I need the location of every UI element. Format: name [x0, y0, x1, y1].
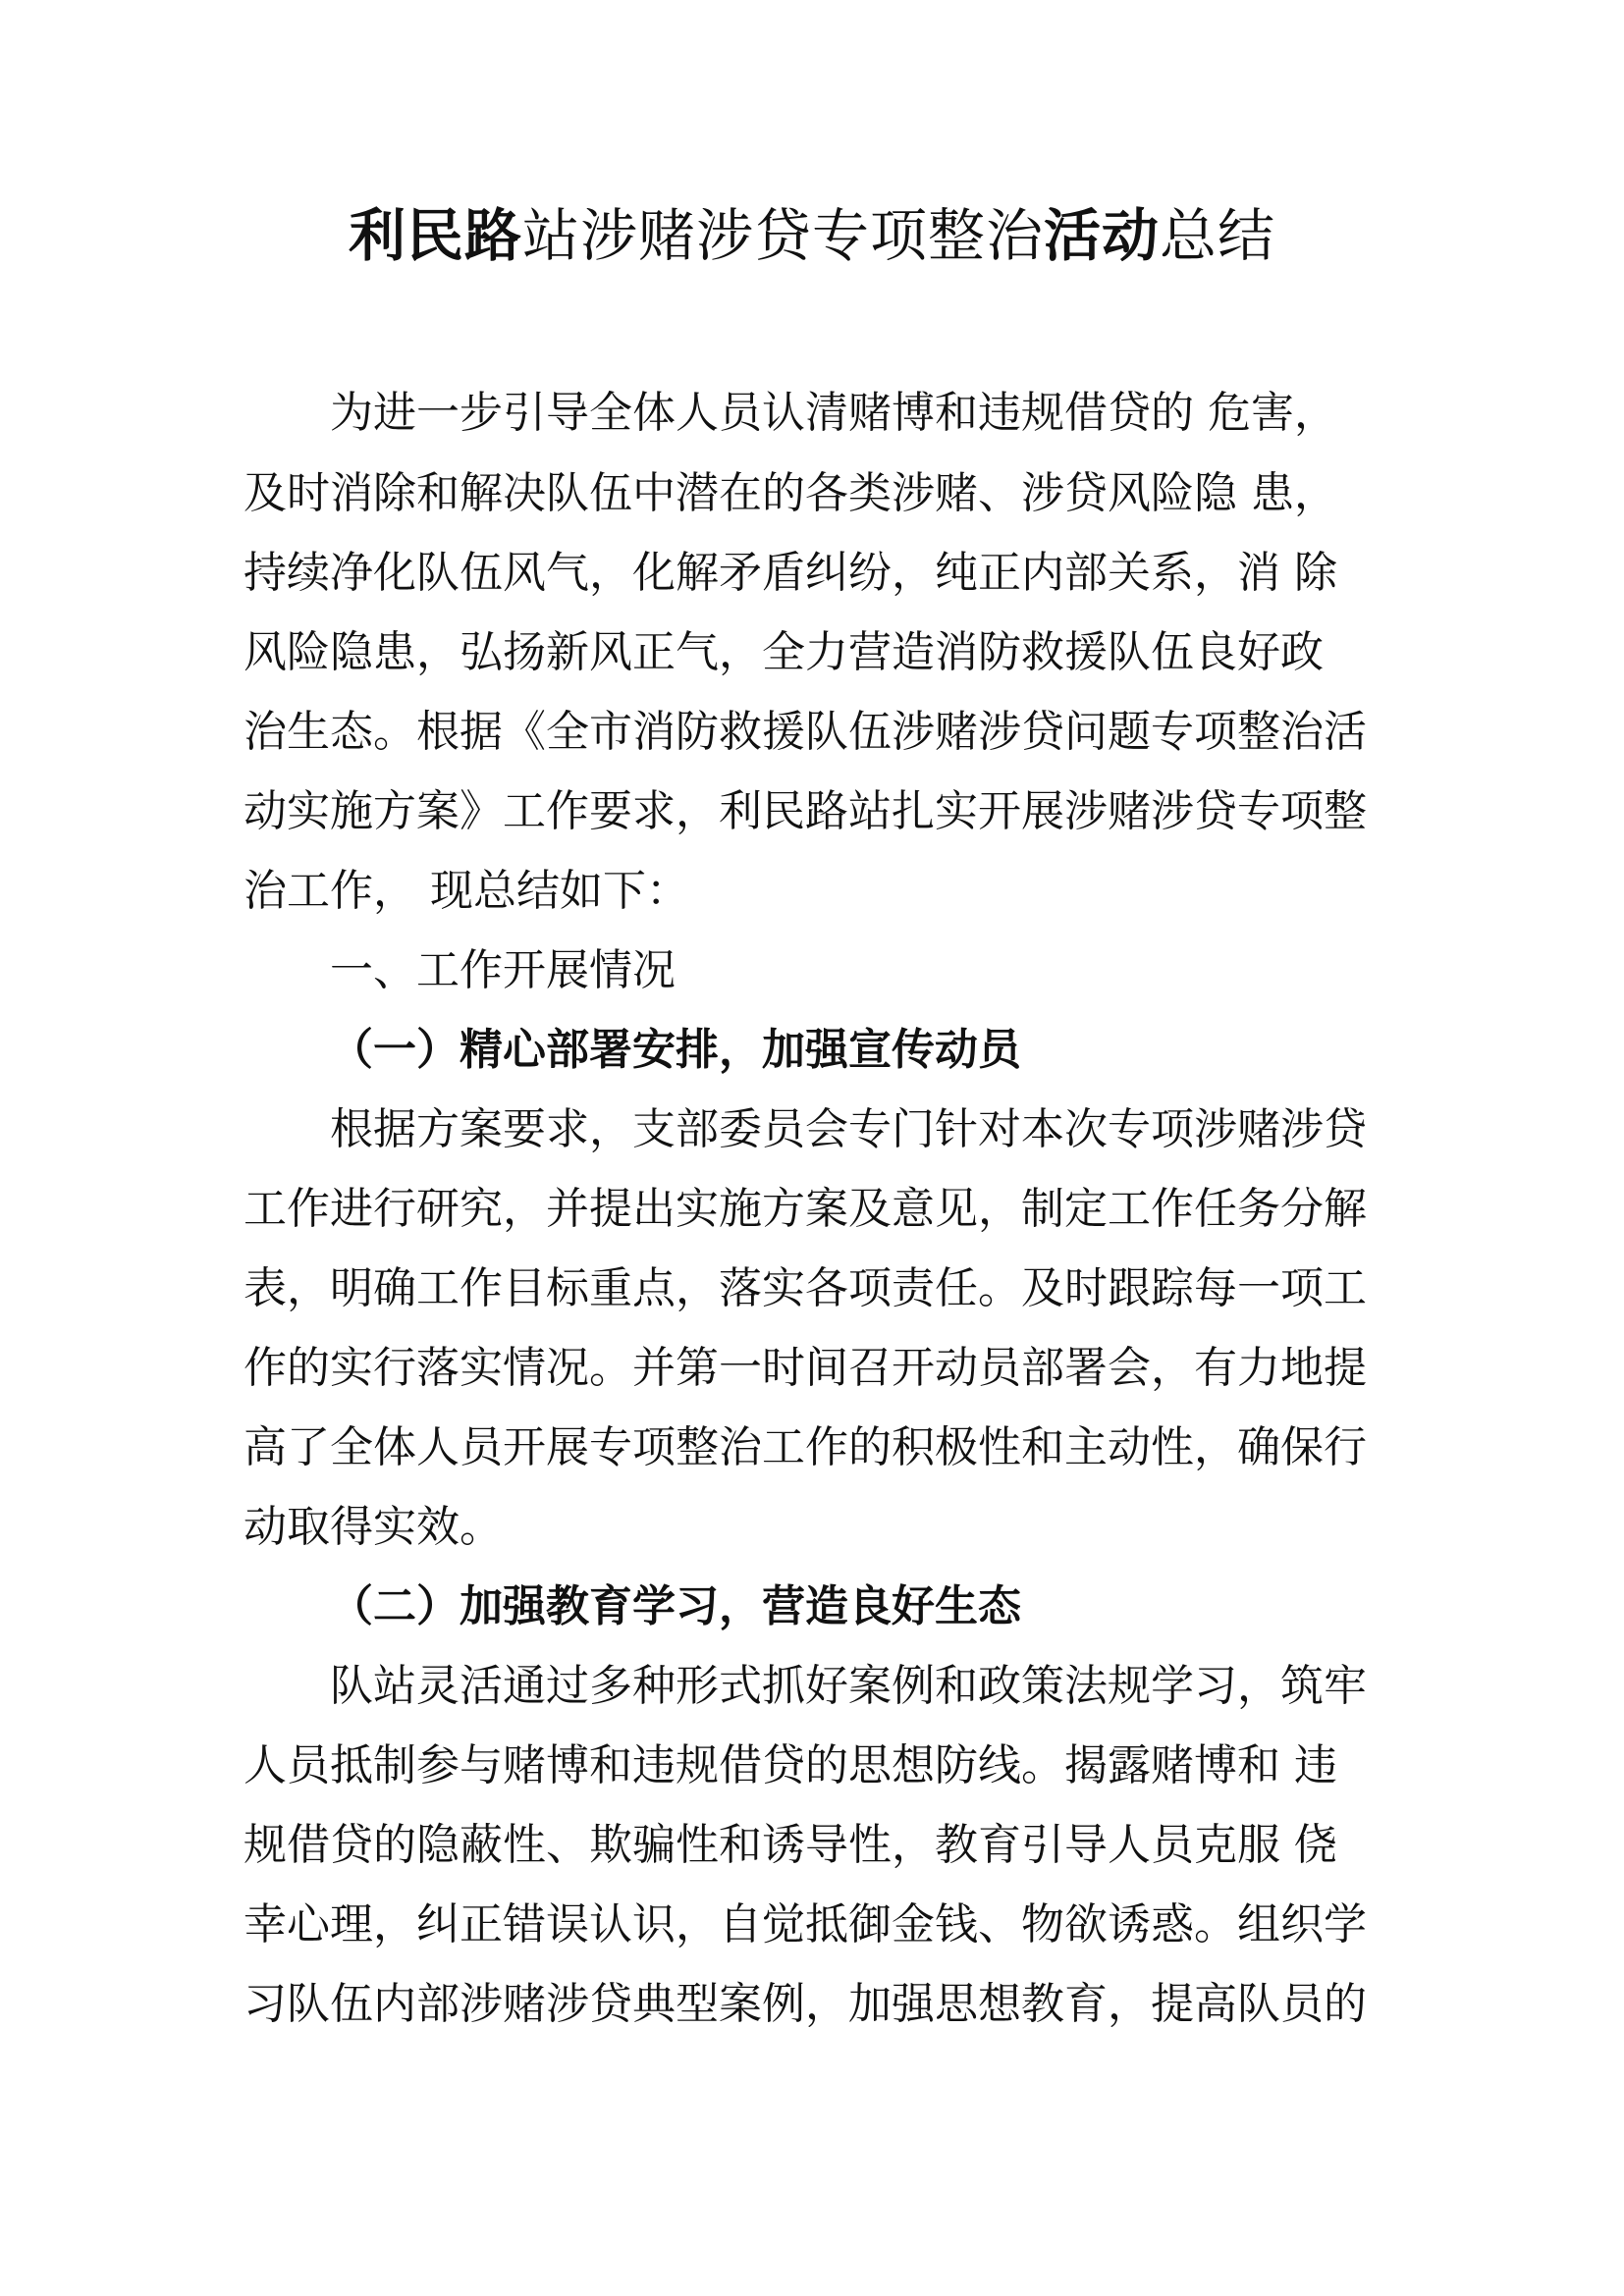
section-heading: 一、工作开展情况 [330, 945, 676, 995]
intro-paragraph-line: 治工作， 现总结如下： [244, 866, 689, 916]
paragraph-line: 根据方案要求，支部委员会专门针对本次专项涉赌涉贷 [330, 1104, 1367, 1154]
title-part: 总结 [1160, 202, 1276, 269]
paragraph-line: 习队伍内部涉赌涉贷典型案例，加强思想教育，提高队员的 [244, 1979, 1367, 2029]
paragraph-line: 幸心理，纠正错误认识，自觉抵御金钱、物欲诱惑。组织学 [244, 1899, 1367, 1949]
title-part: 活动 [1044, 202, 1161, 269]
subsection-heading: （一）精心部署安排，加强宣传动员 [330, 1025, 1021, 1075]
paragraph-line: 动取得实效。 [244, 1502, 503, 1552]
intro-paragraph-line: 及时消除和解决队伍中潜在的各类涉赌、涉贷风险隐 患， [244, 468, 1337, 518]
paragraph-line: 作的实行落实情况。并第一时间召开动员部署会，有力地提 [244, 1343, 1367, 1393]
paragraph-line: 规借贷的隐蔽性、欺骗性和诱导性，教育引导人员克服 侥 [244, 1820, 1337, 1870]
paragraph-line: 队站灵活通过多种形式抓好案例和政策法规学习，筑牢 [330, 1661, 1367, 1711]
paragraph-line: 人员抵制参与赌博和违规借贷的思想防线。揭露赌博和 违 [244, 1740, 1337, 1790]
intro-paragraph-line: 风险隐患，弘扬新风正气，全力营造消防救援队伍良好政 [244, 627, 1324, 677]
paragraph-line: 工作进行研究，并提出实施方案及意见，制定工作任务分解 [244, 1184, 1367, 1234]
intro-paragraph-line: 为进一步引导全体人员认清赌博和违规借贷的 危害， [330, 388, 1337, 438]
title-part: 利民路 [348, 202, 522, 269]
paragraph-line: 表，明确工作目标重点，落实各项责任。及时跟踪每一项工 [244, 1263, 1367, 1313]
paragraph-line: 高了全体人员开展专项整治工作的积极性和主动性，确保行 [244, 1422, 1367, 1472]
intro-paragraph-line: 治生态。根据《全市消防救援队伍涉赌涉贷问题专项整治活 [244, 707, 1367, 757]
intro-paragraph-line: 动实施方案》工作要求，利民路站扎实开展涉赌涉贷专项整 [244, 786, 1367, 836]
subsection-heading: （二）加强教育学习，营造良好生态 [330, 1581, 1021, 1631]
document-title [0, 196, 1624, 275]
title-part: 站涉赌涉贷专项整治 [521, 202, 1044, 269]
intro-paragraph-line: 持续净化队伍风气，化解矛盾纠纷，纯正内部关系，消 除 [244, 548, 1337, 598]
